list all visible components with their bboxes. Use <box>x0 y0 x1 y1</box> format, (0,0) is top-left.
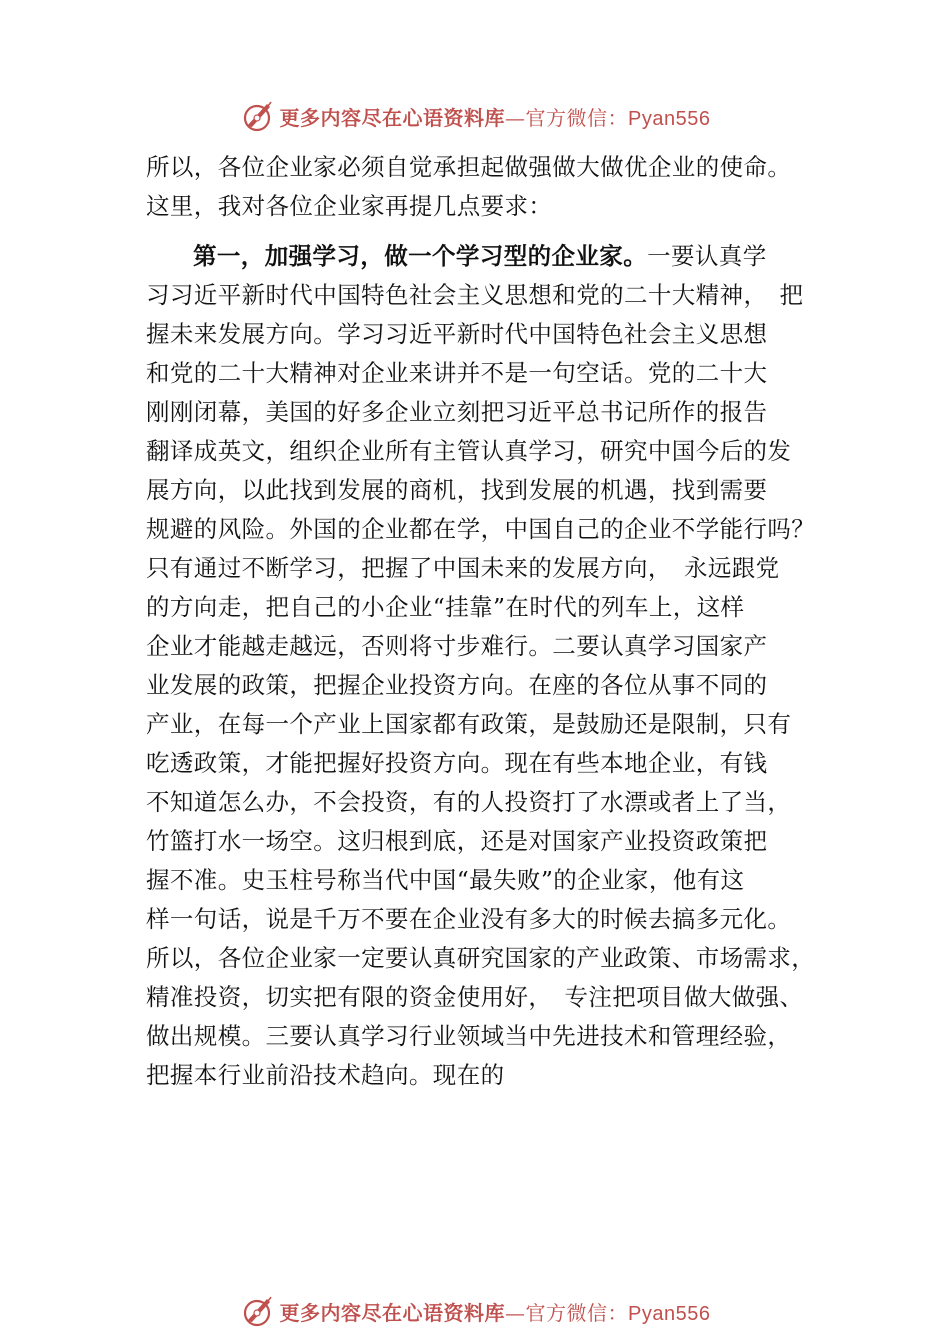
body-line: 企业才能越走越远，否则将寸步难行。二要认真学习国家产 <box>146 632 768 660</box>
body-line: 不知道怎么办，不会投资，有的人投资打了水漂或者上了当， <box>146 788 792 816</box>
body-line: 业发展的政策，把握企业投资方向。在座的各位从事不同的 <box>146 671 768 699</box>
body-line: 展方向，以此找到发展的商机，找到发展的机遇，找到需要 <box>146 476 768 504</box>
body-line: 习习近平新时代中国特色社会主义思想和党的二十大精神， 把 <box>146 281 804 309</box>
banner-main-text: 更多内容尽在心语资料库 <box>279 1300 506 1325</box>
body-line: 这里，我对各位企业家再提几点要求： <box>146 192 553 220</box>
section-heading: 第一，加强学习，做一个学习型的企业家。 <box>193 242 648 270</box>
body-line: 精准投资，切实把有限的资金使用好， 专注把项目做大做强、 <box>146 983 804 1011</box>
body-line: 握未来发展方向。学习习近平新时代中国特色社会主义思想 <box>146 320 768 348</box>
body-line: 样一句话，说是千万不要在企业没有多大的时候去搞多元化。 <box>146 905 792 933</box>
body-line: 竹篮打水一场空。这归根到底，还是对国家产业投资政策把 <box>146 827 768 855</box>
banner-main-text: 更多内容尽在心语资料库 <box>279 105 506 130</box>
quill-logo-icon <box>240 99 274 133</box>
banner-wechat-id: Pyan556 <box>628 107 711 130</box>
body-line: 只有通过不断学习，把握了中国未来的发展方向， 永远跟党 <box>146 554 780 582</box>
body-line: 刚刚闭幕，美国的好多企业立刻把习近平总书记所作的报告 <box>146 398 768 426</box>
banner-text <box>280 102 711 131</box>
body-line: 握不准。史玉柱号称当代中国“最失败”的企业家，他有这 <box>146 866 745 894</box>
body-line: 做出规模。三要认真学习行业领域当中先进技术和管理经验， <box>146 1022 792 1050</box>
body-line: 翻译成英文，组织企业所有主管认真学习，研究中国今后的发 <box>146 437 792 465</box>
banner-wechat-label: 官方微信： <box>525 105 629 130</box>
footer-banner <box>0 1291 950 1331</box>
banner-wechat-label: 官方微信： <box>525 1300 629 1325</box>
body-line: 把握本行业前沿技术趋向。现在的 <box>146 1061 505 1089</box>
body-line: 产业，在每一个产业上国家都有政策，是鼓励还是限制，只有 <box>146 710 792 738</box>
banner-separator: — <box>505 1300 526 1325</box>
body-line: 所以，各位企业家一定要认真研究国家的产业政策、市场需求， <box>146 944 816 972</box>
banner-text <box>280 1297 711 1326</box>
body-line-continuation: 一要认真学 <box>647 242 767 270</box>
header-banner <box>0 96 950 136</box>
banner-wechat-id: Pyan556 <box>628 1302 711 1325</box>
body-line-heading <box>193 237 767 276</box>
body-line: 和党的二十大精神对企业来讲并不是一句空话。党的二十大 <box>146 359 768 387</box>
body-line: 吃透政策，才能把握好投资方向。现在有些本地企业，有钱 <box>146 749 768 777</box>
banner-separator: — <box>505 105 526 130</box>
body-line: 所以，各位企业家必须自觉承担起做强做大做优企业的使命。 <box>146 153 792 181</box>
body-line: 的方向走，把自己的小企业“挂靠”在时代的列车上，这样 <box>146 593 745 621</box>
body-line: 规避的风险。外国的企业都在学，中国自己的企业不学能行吗？ <box>146 515 816 543</box>
quill-logo-icon <box>240 1294 274 1328</box>
